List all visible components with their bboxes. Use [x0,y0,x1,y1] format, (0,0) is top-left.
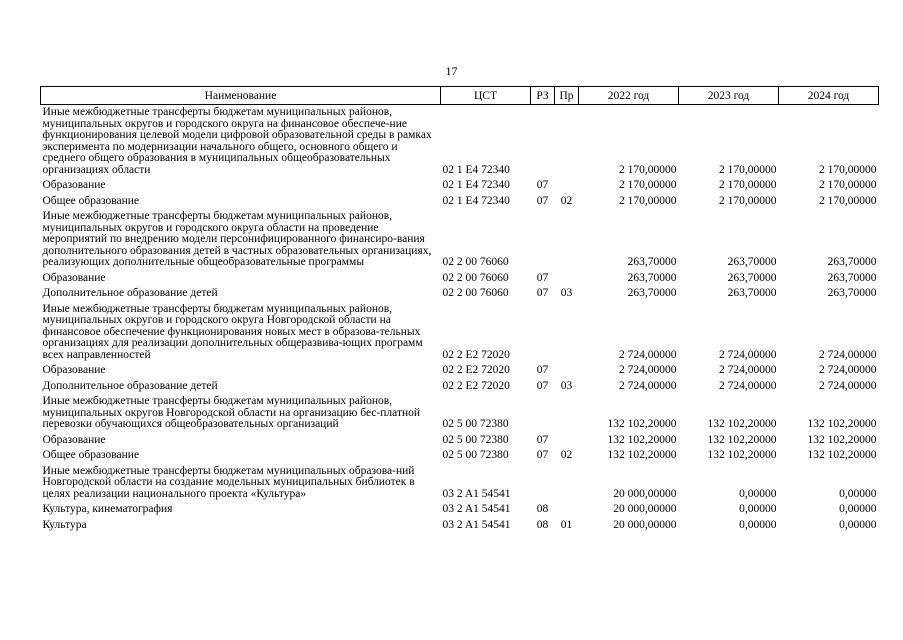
header-cst: ЦСТ [441,87,531,105]
row-pr [555,271,579,287]
row-2022: 2 724,00000 [619,379,677,392]
row-pr: 03 [560,287,573,299]
row-cst: 02 2 E2 72020 [442,379,510,392]
row-pr [555,464,579,503]
page-number: 17 [445,64,458,78]
row-2022: 20 000,00000 [613,487,677,500]
row-name: Дополнительное образование детей [42,379,218,392]
row-2024: 0,00000 [839,487,877,500]
row-cst: 02 1 E4 72340 [442,163,510,176]
table-row [41,433,879,449]
row-2024: 2 170,00000 [819,163,877,176]
row-2024: 132 102,20000 [807,418,877,430]
row-2022: 20 000,00000 [613,518,677,531]
row-2022: 132 102,20000 [607,449,677,461]
row-rz: 08 [536,503,549,515]
table-row [41,209,879,271]
table-row [41,194,879,210]
table-row [41,502,879,518]
header-2023: 2023 год [679,87,779,105]
row-cst: 02 2 00 76060 [442,271,509,284]
row-name: Дополнительное образование детей [42,287,218,299]
row-2024: 0,00000 [839,518,877,531]
row-2022: 2 170,00000 [619,194,677,207]
row-cst: 02 5 00 72380 [442,418,509,430]
header-pr: Пр [555,87,579,105]
row-2024: 0,00000 [839,503,877,515]
row-pr [555,363,579,379]
row-2024: 2 724,00000 [819,379,877,392]
row-2022: 263,70000 [627,256,677,268]
row-cst: 02 1 E4 72340 [442,179,510,191]
row-rz [531,302,555,364]
row-rz: 07 [536,433,549,446]
row-pr [555,105,579,179]
row-2024: 263,70000 [827,287,877,299]
row-rz: 07 [536,194,549,207]
row-2022: 2 170,00000 [619,163,677,176]
budget-table [40,86,879,533]
row-cst: 02 2 00 76060 [442,287,509,299]
row-rz [531,464,555,503]
row-cst: 02 2 00 76060 [442,256,509,268]
row-2023: 132 102,20000 [707,449,777,461]
row-name: Иные межбюджетные трансферты бюджетам муниципальных образова-ний Новгородской области на создание модельных муниципальных библиотек в целях реализации национального проекта «Культура» [42,464,415,500]
row-name: Общее образование [42,449,140,461]
row-name: Культура [42,518,87,531]
row-rz: 07 [536,271,549,284]
row-name: Иные межбюджетные трансферты бюджетам муниципальных районов, муниципальных округов и городского округа области на проведение мероприятий по внедрению модели персонифицированного финансиро-вания дополнительного образования детей в частных образовательных организациях, реализующих дополнительные общеобразовательные программы [42,210,432,268]
row-cst: 02 1 E4 72340 [442,194,510,207]
row-2023: 132 102,20000 [707,433,777,446]
header-2024: 2024 год [779,87,879,105]
header-name: Наименование [41,87,441,105]
row-name: Иные межбюджетные трансферты бюджетам муниципальных районов, муниципальных округов и городского округа на финансовое обеспече-ние функционирования целевой модели цифровой образовательной среды в рамках эксперимента по модернизации начального общего, основного общего и среднего общего образования в муниципальных общеобразовательных организациях области [42,106,432,176]
row-2024: 132 102,20000 [807,449,877,461]
row-pr [555,433,579,449]
header-2022: 2022 год [579,87,679,105]
row-2022: 20 000,00000 [613,503,677,515]
row-2023: 132 102,20000 [707,418,777,430]
row-2023: 263,70000 [727,271,777,284]
row-name: Иные межбюджетные трансферты бюджетам муниципальных районов, муниципальных округов и городского округа Новгородской области на финансовое обеспечение функционирования новых мест в образова-тельных организациях для реализации дополнительных общеразвива-ющих программ всех направленностей [42,302,423,361]
row-2024: 2 170,00000 [819,179,877,191]
table-row [41,286,879,302]
row-rz: 07 [536,179,549,191]
row-rz [531,394,555,433]
row-2022: 263,70000 [627,271,677,284]
row-2024: 2 170,00000 [819,194,877,207]
row-2024: 263,70000 [827,271,877,284]
row-2022: 2 724,00000 [619,364,677,376]
row-rz [531,105,555,179]
row-2023: 2 724,00000 [719,364,777,376]
row-pr [555,394,579,433]
row-2023: 263,70000 [727,287,777,299]
row-rz: 07 [536,287,549,299]
row-rz [531,209,555,271]
row-name: Образование [42,364,106,376]
table-row [41,518,879,534]
row-cst: 02 5 00 72380 [442,449,509,461]
row-cst: 02 2 E2 72020 [442,364,510,376]
header-rz: РЗ [531,87,555,105]
row-pr: 03 [560,379,573,392]
row-rz: 07 [536,449,549,461]
table-row [41,448,879,464]
row-2023: 2 170,00000 [719,179,777,191]
row-rz: 07 [536,379,549,392]
row-name: Общее образование [42,194,140,207]
row-pr [555,302,579,364]
row-rz: 07 [536,364,549,376]
row-2022: 2 724,00000 [619,348,677,361]
row-name: Культура, кинематография [42,503,173,515]
row-name: Образование [42,433,106,446]
row-2024: 2 724,00000 [819,348,877,361]
table-row [41,271,879,287]
row-2024: 263,70000 [827,256,877,268]
row-2023: 0,00000 [739,518,777,531]
row-2023: 0,00000 [739,487,777,500]
row-2023: 2 170,00000 [719,163,777,176]
table-row [41,178,879,194]
row-name: Иные межбюджетные трансферты бюджетам муниципальных районов, муниципальных округов Новгородской области на организацию бес-платной перевозки обучающихся общеобразовательных организаций [42,395,421,430]
row-rz: 08 [536,518,549,531]
row-pr [555,178,579,194]
row-2023: 2 170,00000 [719,194,777,207]
row-pr: 01 [560,518,573,531]
table-row [41,379,879,395]
row-pr [555,209,579,271]
row-2022: 263,70000 [627,287,677,299]
row-2023: 263,70000 [727,256,777,268]
row-pr: 02 [560,194,573,207]
table-row [41,363,879,379]
row-cst: 03 2 A1 54541 [442,503,511,515]
row-pr: 02 [560,449,573,461]
row-cst: 03 2 A1 54541 [442,518,511,531]
row-2023: 0,00000 [739,503,777,515]
row-name: Образование [42,271,106,284]
row-2023: 2 724,00000 [719,348,777,361]
row-2022: 132 102,20000 [607,433,677,446]
row-2022: 2 170,00000 [619,179,677,191]
row-2024: 2 724,00000 [819,364,877,376]
row-name: Образование [42,179,106,191]
row-2023: 2 724,00000 [719,379,777,392]
row-cst: 02 5 00 72380 [442,433,509,446]
row-cst: 02 2 E2 72020 [442,348,510,361]
row-2024: 132 102,20000 [807,433,877,446]
table-row [41,394,879,433]
table-row [41,105,879,179]
table-header [41,87,879,105]
row-pr [555,502,579,518]
table-body [41,105,879,534]
row-2022: 132 102,20000 [607,418,677,430]
table-row [41,302,879,364]
row-cst: 03 2 A1 54541 [442,487,511,500]
table-row [41,464,879,503]
